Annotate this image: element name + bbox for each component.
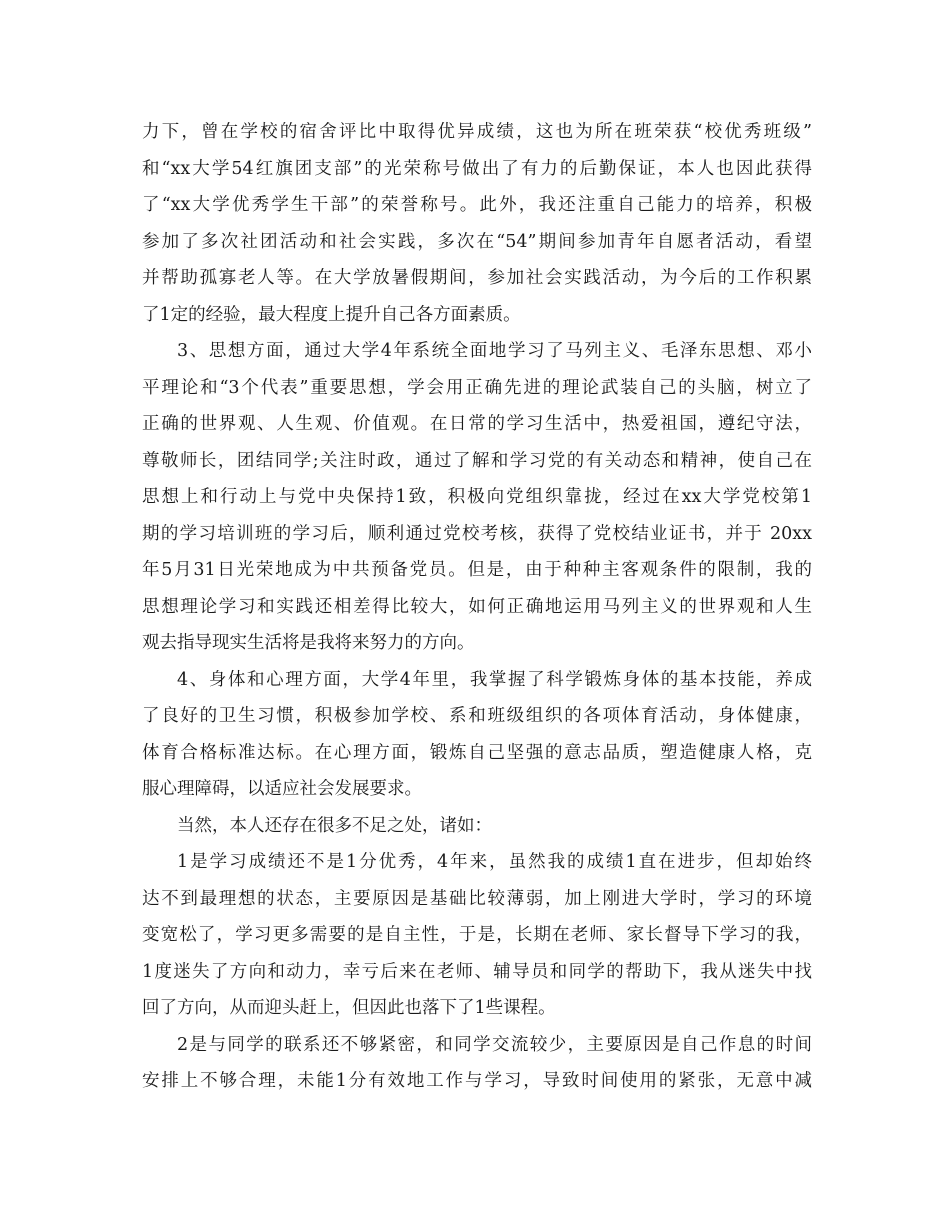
text-line: 服心理障碍，以适应社会发展要求。 [142, 779, 422, 799]
text-line: 观去指导现实生活将是我将来努力的方向。 [142, 633, 475, 653]
text-line: 尊敬师长，团结同学;关注时政，通过了解和学习党的有关动态和精神，使自己在 [142, 450, 812, 471]
text-line: 体育合格标准达标。在心理方面，锻炼自己坚强的意志品质，塑造健康人格，克 [142, 742, 812, 763]
text-line: 平理论和“3个代表”重要思想，学会用正确先进的理论武装自己的头脑，树立了 [142, 377, 812, 398]
text-line: 4、身体和心理方面，大学4年里，我掌握了科学锻炼身体的基本技能，养成 [177, 669, 812, 690]
text-line: 了1定的经验，最大程度上提升自己各方面素质。 [142, 304, 521, 325]
text-line: 思想理论学习和实践还相差得比较大，如何正确地运用马列主义的世界观和人生 [142, 596, 812, 617]
text-line: 力下，曾在学校的宿舍评比中取得优异成绩，这也为所在班荣获“校优秀班级” [142, 122, 812, 142]
text-line: 了“xx大学优秀学生干部”的荣誉称号。此外，我还注重自己能力的培养，积极 [142, 195, 812, 215]
text-line: 和“xx大学54红旗团支部”的光荣称号做出了有力的后勤保证，本人也因此获得 [142, 158, 812, 179]
text-line: 安排上不够合理，未能1分有效地工作与学习，导致时间使用的紧张，无意中减 [142, 1071, 812, 1091]
text-line: 参加了多次社团活动和社会实践，多次在“54”期间参加青年自愿者活动，看望 [142, 231, 812, 252]
text-line: 年5月31日光荣地成为中共预备党员。但是，由于种种主客观条件的限制，我的 [142, 560, 812, 580]
text-line: 2是与同学的联系还不够紧密，和同学交流较少，主要原因是自己作息的时间 [177, 1034, 812, 1055]
document-body [142, 114, 812, 1100]
text-line: 了良好的卫生习惯，积极参加学校、系和班级组织的各项体育活动，身体健康， [142, 706, 812, 726]
text-line: 期的学习培训班的学习后，顺利通过党校考核，获得了党校结业证书，并于 20xx [142, 523, 812, 544]
text-line: 并帮助孤寡老人等。在大学放暑假期间，参加社会实践活动，为今后的工作积累 [142, 268, 812, 288]
text-line: 变宽松了，学习更多需要的是自主性，于是，长期在老师、家长督导下学习的我， [142, 925, 812, 945]
text-line: 1度迷失了方向和动力，幸亏后来在老师、辅导员和同学的帮助下，我从迷失中找 [142, 961, 812, 982]
text-line: 回了方向，从而迎头赶上，但因此也落下了1些课程。 [142, 998, 556, 1018]
text-line: 正确的世界观、人生观、价值观。在日常的学习生活中，热爱祖国，遵纪守法， [142, 414, 812, 434]
text-line: 达不到最理想的状态，主要原因是基础比较薄弱，加上刚进大学时，学习的环境 [142, 888, 812, 909]
text-line: 当然，本人还存在很多不足之处，诸如： [177, 815, 492, 836]
text-line: 3、思想方面，通过大学4年系统全面地学习了马列主义、毛泽东思想、邓小 [177, 341, 812, 361]
text-line: 思想上和行动上与党中央保持1致，积极向党组织靠拢，经过在xx大学党校第1 [142, 487, 812, 507]
text-line: 1是学习成绩还不是1分优秀，4年来，虽然我的成绩1直在进步，但却始终 [177, 852, 812, 872]
